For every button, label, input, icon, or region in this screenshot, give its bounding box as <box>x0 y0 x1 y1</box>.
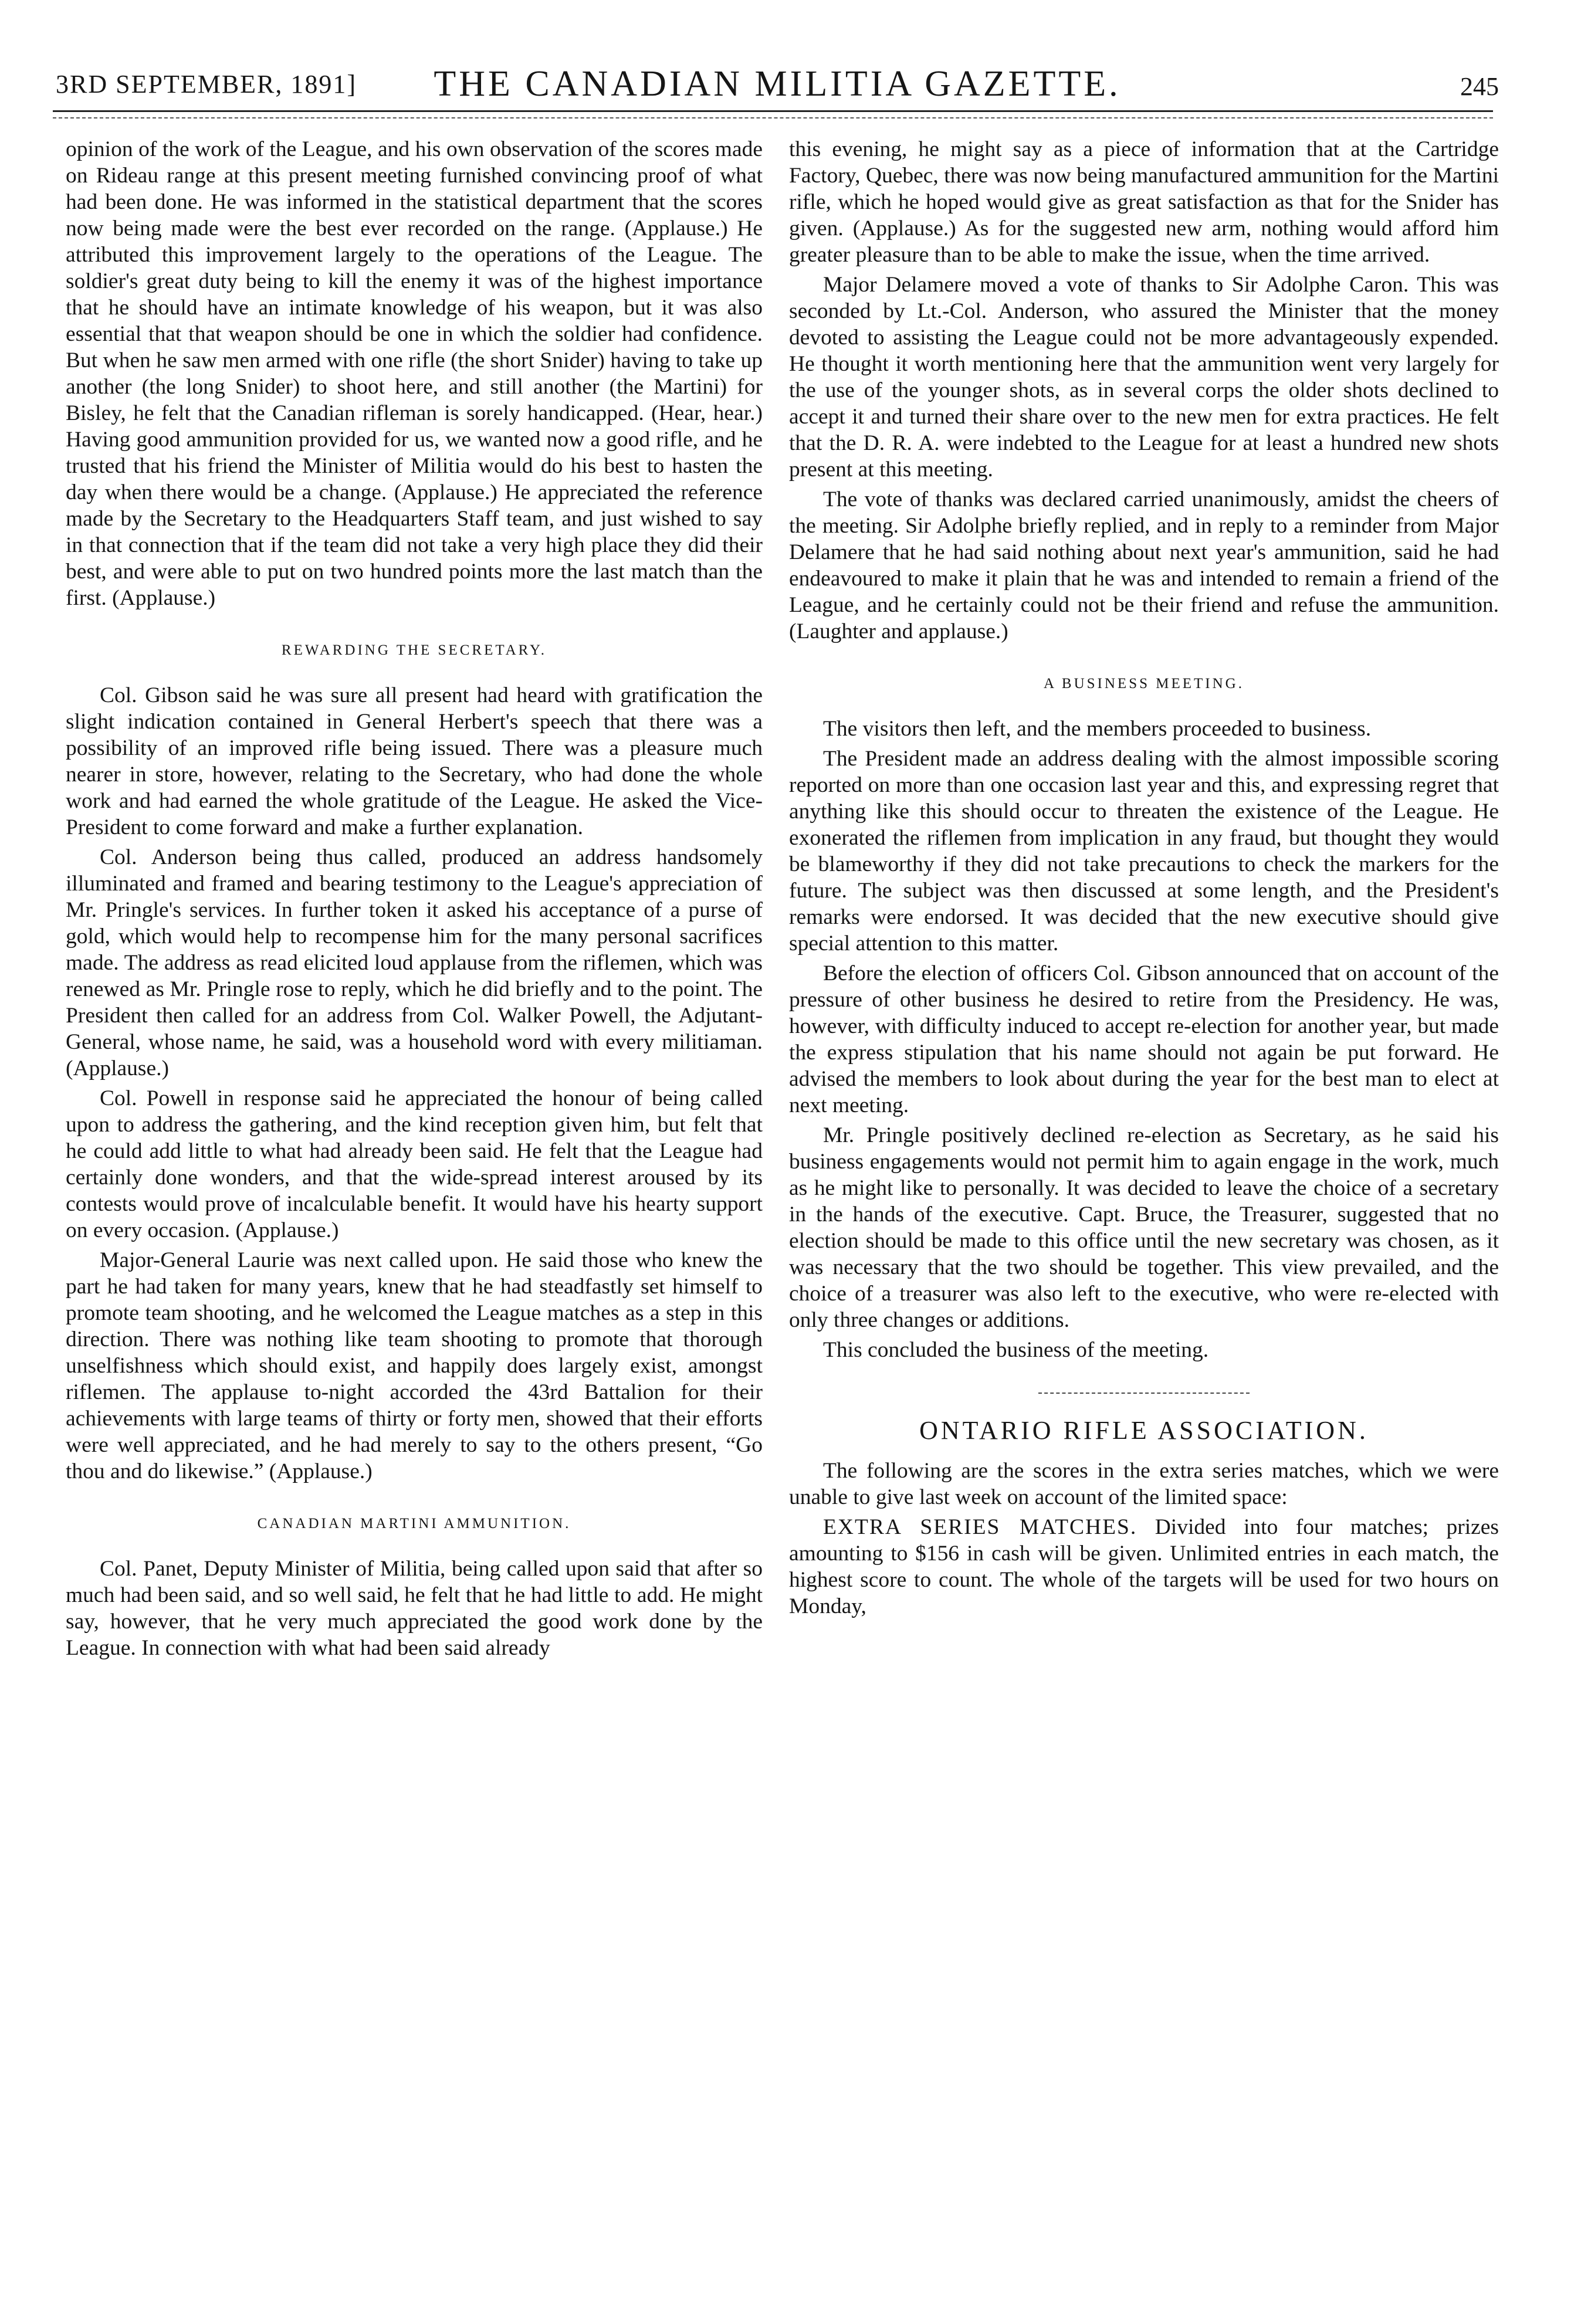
section-heading-rewarding-secretary: REWARDING THE SECRETARY. <box>281 642 547 658</box>
paragraph: The following are the scores in the extra series matches, which we were unable to give last week on account of the limited space: <box>789 1459 1499 1509</box>
paragraph: Mr. Pringle positively declined re-election as Secretary, as he said his business engagements would not permit him to again engage in the work, much as he might like to personally. It was decided to leave the choice of a secretary in the hands of the executive. Capt. Bruce, the Treasurer, suggested that no election should be made to this office until the new secretary was chosen, as it was necessary that the two should be together. This view prevailed, and the choice of a treasurer was also left to the executive, who were re-elected with only three changes or additions. <box>789 1123 1499 1332</box>
paragraph: The vote of thanks was declared carried unanimously, amidst the cheers of the meeting. Sir Adolphe briefly replied, and in reply to a reminder from Major Delamere that he had said nothing about next year's ammunition, said he had endeavoured to make it plain that he was and intended to remain a friend of the League, and he certainly could not be their friend and refuse the ammunition. (Laughter and applause.) <box>789 487 1499 643</box>
paragraph: Col. Anderson being thus called, produced an address handsomely illuminated and framed and bearing testimony to the League's appreciation of Mr. Pringle's services. In further token it asked his acceptance of a purse of gold, which would help to recompense him for the many personal sacrifices made. The address as read elicited loud applause from the riflemen, which was renewed as Mr. Pringle rose to reply, which he did briefly and to the point. The President then called for an address from Col. Walker Powell, the Adjutant-General, whose name, he said, was a household word with every militiaman. (Applause.) <box>66 845 763 1080</box>
section-divider <box>1038 1393 1250 1394</box>
paragraph-text: Divided into four matches; prizes amounting to $156 in cash will be given. Unlimited entries in each match, the highest score to count. The whole of the targets will be used for two hours on Monday, <box>789 1515 1499 1618</box>
section-heading-martini-ammunition: CANADIAN MARTINI AMMUNITION. <box>257 1516 571 1532</box>
run-in-heading: EXTRA SERIES MATCHES. <box>823 1515 1137 1539</box>
paragraph: Col. Panet, Deputy Minister of Militia, being called upon said that after so much had been said, and so well said, he felt that he had little to add. He might say, however, that he very much appreciated the good work done by the League. In connection with what had been said already <box>66 1557 763 1660</box>
header-rule-dashed <box>53 117 1493 118</box>
paragraph: The President made an address dealing with the almost impossible scoring reported on more than one occasion last year and this, and expressing regret that anything like this should occur to threaten the existence of the League. He exonerated the riflemen from implication in any fraud, but thought they would be blameworthy if they did not take precautions to check the markers for the future. The subject was then discussed at some length, and the President's remarks were endorsed. It was decided that the new executive should give special attention to this matter. <box>789 747 1499 956</box>
paragraph: This concluded the business of the meeting. <box>823 1338 1209 1362</box>
page-number: 245 <box>1460 72 1499 101</box>
paragraph <box>789 1514 1499 1620</box>
publication-title: THE CANADIAN MILITIA GAZETTE. <box>434 64 1121 104</box>
left-column <box>66 136 763 2271</box>
paragraph: Col. Gibson said he was sure all present had heard with gratification the slight indication contained in General Herbert's speech that there was a possibility of an improved rifle being issued. There was a pleasure much nearer in store, however, relating to the Secretary, who had done the whole work and had earned the whole gratitude of the League. He asked the Vice-President to come forward and make a further explanation. <box>66 683 763 839</box>
paragraph: Before the election of officers Col. Gibson announced that on account of the pressure of other business he desired to retire from the Presidency. He was, however, with difficulty induced to accept re-election for another year, but made the express stipulation that his name should not again be put forward. He advised the members to look about during the year for the best man to elect at next meeting. <box>789 961 1499 1117</box>
right-column <box>789 136 1499 2271</box>
section-heading-business-meeting: A BUSINESS MEETING. <box>1044 676 1244 692</box>
paragraph: this evening, he might say as a piece of information that at the Cartridge Factory, Quebec, there was now being manufactured ammunition for the Martini rifle, which he hoped would give as great satisfaction as that for the Snider has given. (Applause.) As for the suggested new arm, nothing would afford him greater pleasure than to be able to make the issue, when the time arrived. <box>789 137 1499 267</box>
paragraph: Major Delamere moved a vote of thanks to Sir Adolphe Caron. This was seconded by Lt.-Col. Anderson, who assured the Minister that the money devoted to assisting the League could not be more advantageously expended. He thought it worth mentioning here that the ammunition went very largely for the use of the younger shots, as in several corps the older shots declined to accept it and turned their share over to the new men for extra practices. He felt that the D. R. A. were indebted to the League for at least a hundred new shots present at this meeting. <box>789 273 1499 482</box>
article-title-ontario-rifle-association: ONTARIO RIFLE ASSOCIATION. <box>919 1416 1369 1445</box>
header-rule <box>53 110 1493 112</box>
paragraph: The visitors then left, and the members proceeded to business. <box>823 717 1372 741</box>
masthead <box>56 63 1499 104</box>
paragraph: Col. Powell in response said he appreciated the honour of being called upon to address the gathering, and the kind reception given him, but felt that he could add little to what had already been said. He felt that the League had certainly done wonders, and that the wide-spread interest aroused by its contests would prove of incalculable benefit. It would have his hearty support on every occasion. (Applause.) <box>66 1086 763 1242</box>
paragraph: opinion of the work of the League, and his own observation of the scores made on Rideau range at this present meeting furnished convincing proof of what had been done. He was informed in the statistical department that the scores now being made were the best ever recorded on the range. (Applause.) He attributed this improvement largely to the operations of the League. The soldier's great duty being to kill the enemy it was of the highest importance that he should have an intimate knowledge of his weapon, but it was also essential that that weapon should be one in which the soldier had confidence. But when he saw men armed with one rifle (the short Snider) having to take up another (the long Snider) to shoot here, and still another (the Martini) for Bisley, he felt that the Canadian rifleman is sorely handicapped. (Hear, hear.) Having good ammunition provided for us, we wanted now a good rifle, and he trusted that his friend the Minister of Militia would do his best to hasten the day when there would be a change. (Applause.) He appreciated the reference made by the Secretary to the Headquarters Staff team, and just wished to say in that connection that if the team did not take a very high place they did their best, and were able to put on two hundred points more the last match than the first. (Applause.) <box>66 137 763 610</box>
paragraph: Major-General Laurie was next called upon. He said those who knew the part he had taken for many years, knew that he had steadfastly set himself to promote team shooting, and he welcomed the League matches as a step in this direction. There was nothing like team shooting to promote that thorough unselfishness which should exist, and happily does largely exist, amongst riflemen. The applause to-night accorded the 43rd Battalion for their achievements with large teams of thirty or forty men, showed that their efforts were well appreciated, and he had merely to say to the others present, “Go thou and do likewise.” (Applause.) <box>66 1248 763 1483</box>
issue-date: 3RD SEPTEMBER, 1891] <box>56 70 357 99</box>
